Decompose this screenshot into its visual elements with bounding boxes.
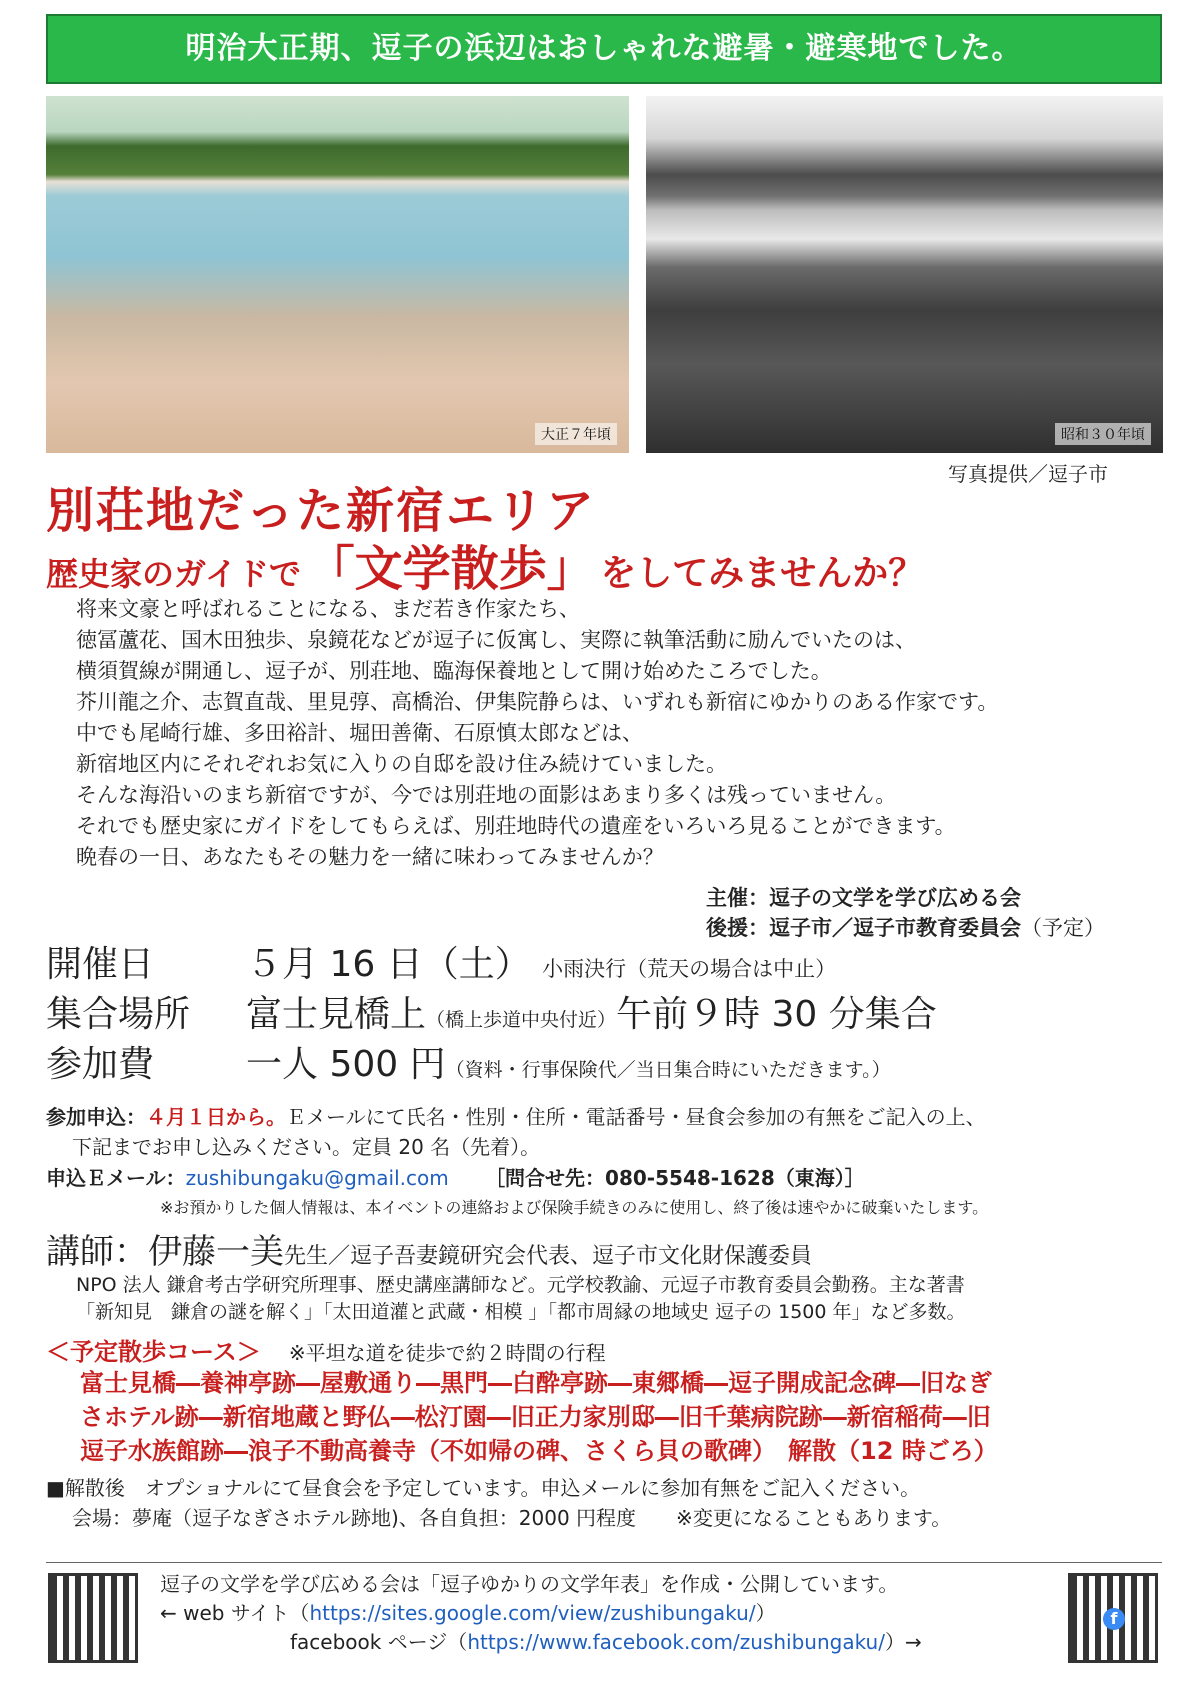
event-place-note: （橋上歩道中央付近） xyxy=(426,1009,617,1031)
organizer-host: 主催：逗子の文学を学び広める会 xyxy=(706,886,1021,910)
registration-text2: 下記までお申し込みください。定員 20 名（先着）。 xyxy=(72,1135,541,1159)
course-line: さホテル跡―新宿地蔵と野仏―松汀園―旧正力家別邸―旧千葉病院跡―新宿稲荷―旧 xyxy=(80,1403,991,1431)
intro-line: 徳冨蘆花、国木田独歩、泉鏡花などが逗子に仮寓し、実際に執筆活動に励んでいたのは、 xyxy=(76,628,916,652)
registration-block xyxy=(46,1102,1166,1162)
footer-web-label: ← web サイト（ xyxy=(160,1601,310,1625)
event-place-value: 富士見橋上 xyxy=(246,994,427,1035)
course-heading xyxy=(46,1332,606,1367)
after-event-info xyxy=(46,1473,951,1533)
headline-sub xyxy=(46,530,924,599)
lecturer-bio xyxy=(76,1272,966,1326)
event-fee-row xyxy=(46,1036,891,1087)
course-route xyxy=(80,1366,1170,1468)
website-link[interactable]: https://sites.google.com/view/zushibungaku/ xyxy=(309,1601,756,1625)
contact-info: ［問合せ先：080-5548-1628（東海）］ xyxy=(485,1166,865,1190)
course-line: 富士見橋―養神亭跡―屋敷通り―黒門―白酔亭跡―東郷橋―逗子開成記念碑―旧なぎ xyxy=(80,1369,992,1397)
lecturer-heading xyxy=(46,1224,812,1273)
event-fee-note: （資料・行事保険代／当日集合時にいただきます。） xyxy=(445,1059,891,1081)
footer-line1: 逗子の文学を学び広める会は「逗子ゆかりの文学年表」を作成・公開しています。 xyxy=(160,1572,899,1596)
course-note: ※平坦な道を徒歩で約２時間の行程 xyxy=(288,1341,606,1365)
top-banner: 明治大正期、逗子の浜辺はおしゃれな避暑・避寒地でした。 xyxy=(46,14,1162,84)
intro-text xyxy=(76,594,1176,873)
lecturer-bio-line: 「新知見 鎌倉の謎を解く」「太田道灌と武蔵・相模 」「都市周縁の地域史 逗子の 1500 年」など多数。 xyxy=(76,1301,966,1323)
intro-line: そんな海沿いのまち新宿ですが、今では別荘地の面影はあまり多くは残っていません。 xyxy=(76,783,897,807)
qr-code-website[interactable] xyxy=(48,1573,138,1663)
event-date-note: 小雨決行（荒天の場合は中止） xyxy=(542,957,837,981)
intro-line: 横須賀線が開通し、逗子が、別荘地、臨海保養地として開け始めたころでした。 xyxy=(76,659,832,683)
footer-web-close: ） xyxy=(755,1601,776,1625)
registration-line1 xyxy=(46,1102,1166,1132)
lecturer-title: 先生／逗子吾妻鏡研究会代表、逗子市文化財保護委員 xyxy=(284,1244,813,1269)
facebook-icon: f xyxy=(1103,1608,1125,1630)
after-line2: 会場：夢庵（逗子なぎさホテル跡地)、各自負担：2000 円程度 ※変更になることもあります。 xyxy=(72,1506,952,1530)
event-date-row xyxy=(46,936,836,987)
email-label: 申込Ｅメール： xyxy=(46,1166,186,1190)
footer-web-row xyxy=(160,1599,922,1628)
intro-line: 中でも尾崎行雄、多田裕計、堀田善衛、石原慎太郎などは、 xyxy=(76,721,643,745)
headline-sub-big: 「文学散歩」 xyxy=(306,541,595,597)
intro-line: それでも歴史家にガイドをしてもらえば、別荘地時代の遺産をいろいろ見ることができます。 xyxy=(76,814,956,838)
photo-caption-right: 昭和３０年頃 xyxy=(1055,423,1151,445)
after-line1: ■解散後 オプショナルにて昼食会を予定しています。申込メールに参加有無をご記入ください。 xyxy=(46,1476,921,1500)
registration-date: ４月１日から。 xyxy=(146,1105,286,1129)
photo-credit: 写真提供／逗子市 xyxy=(948,462,1108,486)
event-fee-label: 参加費 xyxy=(46,1044,155,1085)
event-fee-value: 一人 500 円 xyxy=(246,1044,446,1085)
event-place-row xyxy=(46,986,937,1037)
headline-sub-pre: 歴史家のガイドで xyxy=(46,555,302,593)
privacy-note: ※お預かりした個人情報は、本イベントの連絡および保険手続きのみに使用し、終了後は速やかに破棄いたします。 xyxy=(160,1198,989,1217)
footer-divider xyxy=(46,1562,1162,1563)
intro-line: 将来文豪と呼ばれることになる、まだ若き作家たち、 xyxy=(76,597,580,621)
photo-caption-left: 大正７年頃 xyxy=(535,423,617,445)
email-link[interactable]: zushibungaku@gmail.com xyxy=(185,1166,449,1190)
beach-photo-taisho xyxy=(46,96,629,453)
email-row xyxy=(46,1162,865,1191)
organizer-block xyxy=(706,883,1105,943)
course-title: ＜予定散歩コース＞ xyxy=(46,1338,261,1366)
registration-label: 参加申込： xyxy=(46,1105,146,1129)
footer-text xyxy=(160,1570,922,1657)
organizer-support: 後援：逗子市／逗子市教育委員会 xyxy=(706,916,1021,940)
intro-line: 晩春の一日、あなたもその魅力を一緒に味わってみませんか？ xyxy=(76,845,664,869)
lecturer-name: 講師：伊藤一美 xyxy=(46,1232,284,1272)
organizer-support-note: （予定） xyxy=(1021,916,1105,940)
footer-fb-label: facebook ページ（ xyxy=(290,1630,468,1654)
event-place-label: 集合場所 xyxy=(46,994,191,1035)
event-date-label: 開催日 xyxy=(46,944,155,985)
intro-line: 新宿地区内にそれぞれお気に入りの自邸を設け住み続けていました。 xyxy=(76,752,727,776)
facebook-link[interactable]: https://www.facebook.com/zushibungaku/ xyxy=(467,1630,885,1654)
event-place-time: 午前９時 30 分集合 xyxy=(616,994,937,1035)
footer-fb-close: ）→ xyxy=(884,1630,922,1654)
event-date-value: ５月 16 日（土） xyxy=(246,944,531,985)
intro-line: 芥川龍之介、志賀直哉、里見弴、高橋治、伊集院静らは、いずれも新宿にゆかりのある作家です。 xyxy=(76,690,999,714)
qr-code-facebook[interactable] xyxy=(1068,1573,1158,1663)
course-line: 逗子水族館跡―浪子不動高養寺（不如帰の碑、さくら貝の歌碑） 解散（12 時ごろ） xyxy=(80,1437,998,1465)
bay-photo-showa xyxy=(646,96,1163,453)
footer-fb-row xyxy=(160,1628,922,1657)
headline-sub-post: をしてみませんか？ xyxy=(600,553,925,594)
lecturer-bio-line: NPO 法人 鎌倉考古学研究所理事、歴史講座講師など。元学校教諭、元逗子市教育委員会勤務。主な著書 xyxy=(76,1274,965,1296)
registration-text1: Ｅメールにて氏名・性別・住所・電話番号・昼食会参加の有無をご記入の上、 xyxy=(286,1105,986,1129)
headline-main: 別荘地だった新宿エリア xyxy=(46,483,597,539)
